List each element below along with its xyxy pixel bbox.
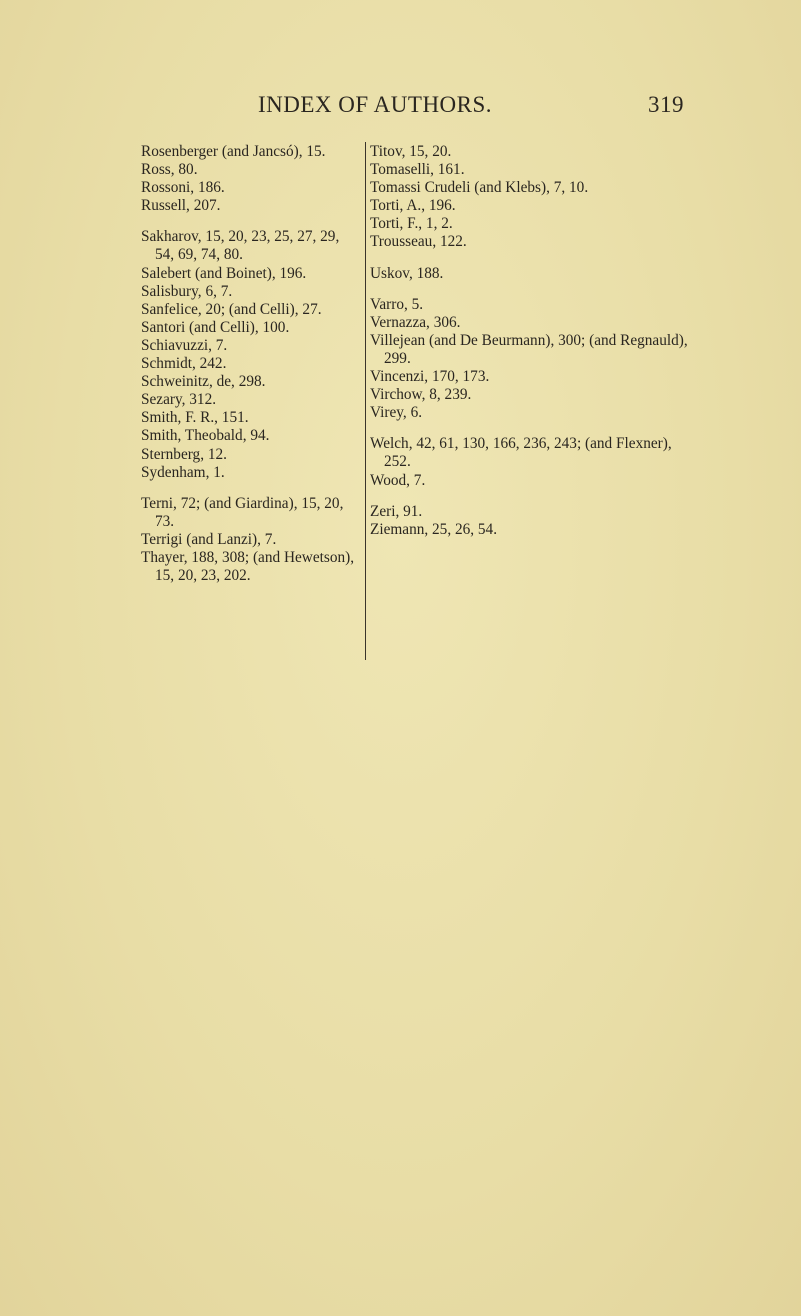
index-entry: Smith, Theobald, 94.: [141, 427, 270, 445]
index-entry: Varro, 5.: [370, 295, 424, 313]
index-entry: Zeri, 91.: [370, 502, 423, 520]
index-entry: Salisbury, 6, 7.: [141, 282, 233, 300]
column-divider: [365, 142, 366, 660]
index-entry: Vincenzi, 170, 173.: [370, 368, 490, 386]
index-entry: Vernazza, 306.: [370, 313, 461, 331]
index-entry: Sezary, 312.: [141, 391, 217, 409]
index-entry: Sakharov, 15, 20, 23, 25, 27, 29, 54, 69, 74, 80.: [141, 228, 340, 264]
index-entry: Smith, F. R., 151.: [141, 409, 249, 427]
index-entry: Villejean (and De Beurmann), 300; (and Regnauld), 299.: [370, 331, 688, 367]
index-entry: Salebert (and Boinet), 196.: [141, 264, 307, 282]
running-title: INDEX OF AUTHORS.: [258, 92, 493, 117]
index-entry: Sydenham, 1.: [141, 463, 225, 481]
index-entry: Rossoni, 186.: [141, 179, 225, 197]
index-entry: Rosenberger (and Jancsó), 15.: [141, 143, 326, 160]
index-entry: Thayer, 188, 308; (and Hewetson), 15, 20, 23, 202.: [141, 548, 355, 585]
index-entry: Schiavuzzi, 7.: [141, 336, 228, 354]
index-entry: Torti, A., 196.: [370, 197, 456, 215]
index-entry: Sternberg, 12.: [141, 445, 227, 463]
index-column-left: [141, 143, 361, 585]
index-entry: Terni, 72; (and Giardina), 15, 20, 73.: [141, 494, 344, 530]
index-entry: Welch, 42, 61, 130, 166, 236, 243; (and Flexner), 252.: [370, 435, 672, 471]
index-entry: Sanfelice, 20; (and Celli), 27.: [141, 300, 322, 318]
index-entry: Titov, 15, 20.: [370, 143, 452, 160]
index-entry: Wood, 7.: [370, 471, 426, 489]
index-entry: Schmidt, 242.: [141, 355, 227, 373]
page-number: 319: [648, 92, 684, 117]
index-column-right: [370, 143, 690, 539]
index-entry: Virey, 6.: [370, 404, 423, 422]
index-entry: Schweinitz, de, 298.: [141, 373, 266, 391]
index-entry: Ziemann, 25, 26, 54.: [370, 520, 498, 538]
index-entry: Torti, F., 1, 2.: [370, 215, 453, 233]
page-header: [258, 92, 698, 124]
index-entry: Russell, 207.: [141, 197, 221, 215]
index-entry: Virchow, 8, 239.: [370, 386, 472, 404]
index-entry: Tomassi Crudeli (and Klebs), 7, 10.: [370, 179, 589, 197]
index-entry: Ross, 80.: [141, 161, 198, 179]
index-entry: Terrigi (and Lanzi), 7.: [141, 530, 277, 548]
index-entry: Tomaselli, 161.: [370, 161, 465, 179]
index-entry: Uskov, 188.: [370, 264, 444, 282]
index-entry: Trousseau, 122.: [370, 233, 467, 251]
index-entry: Santori (and Celli), 100.: [141, 318, 290, 336]
